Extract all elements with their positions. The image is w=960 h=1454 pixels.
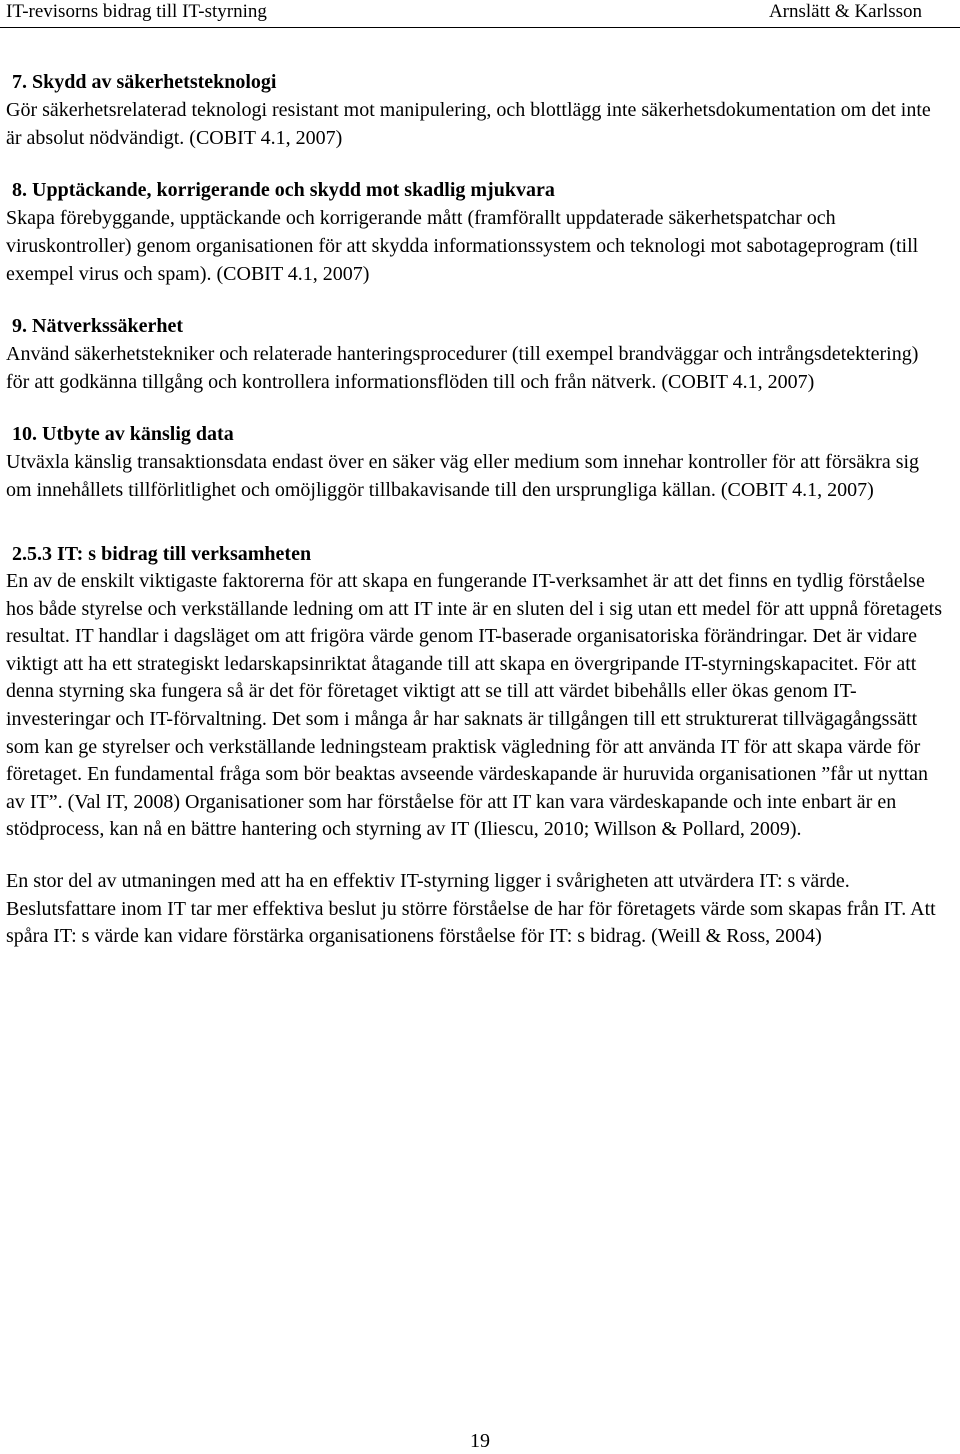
section-heading: 9. Nätverkssäkerhet bbox=[12, 315, 184, 337]
page-number: 19 bbox=[470, 1430, 490, 1452]
header-authors: Arnslätt & Karlsson bbox=[768, 1, 922, 22]
document-body bbox=[6, 68, 946, 951]
section-text: Använd säkerhetstekniker och relaterade hanteringsprocedurer (till exempel brandväggar och intrångsdetektering) för att godkänna tillgång och kontrollera informationsflöden till och från nätverk. (COBIT 4.1, 2007) bbox=[6, 343, 919, 393]
section-heading: 7. Skydd av säkerhetsteknologi bbox=[12, 71, 277, 93]
page-header bbox=[0, 0, 960, 28]
subsection-2-5-3 bbox=[6, 540, 946, 951]
subsection-heading: 2.5.3 IT: s bidrag till verksamheten bbox=[12, 543, 312, 565]
section-heading: 8. Upptäckande, korrigerande och skydd mot skadlig mjukvara bbox=[12, 179, 555, 201]
section-10 bbox=[6, 420, 946, 504]
header-title: IT-revisorns bidrag till IT-styrning bbox=[6, 1, 267, 22]
section-heading: 10. Utbyte av känslig data bbox=[12, 423, 234, 445]
section-7 bbox=[6, 68, 946, 152]
section-text: Skapa förebyggande, upptäckande och korrigerande mått (framförallt uppdaterade säkerhetspatchar och viruskontroller) genom organisationen för att skydda informationssystem och teknologi mot sabotageprogram (till exempel virus och spam). (COBIT 4.1, 2007) bbox=[6, 207, 919, 285]
paragraph: En stor del av utmaningen med att ha en effektiv IT-styrning ligger i svårigheten att utvärdera IT: s värde. Beslutsfattare inom IT tar mer effektiva beslut ju större förståelse de har för företagets värde som skapas från IT. Att spåra IT: s värde kan vidare förstärka organisationens förståelse för IT: s bidrag. (Weill & Ross, 2004) bbox=[6, 869, 936, 948]
section-9 bbox=[6, 312, 946, 396]
section-8 bbox=[6, 176, 946, 288]
paragraph: En av de enskilt viktigaste faktorerna för att skapa en fungerande IT-verksamhet är att det finns en tydlig förståelse hos både styrelse och verkställande ledning om att IT inte är en sluten del i sig utan ett medel för att uppnå företagets resultat. IT handlar i dagsläget om att frigöra värde genom IT-baserade organisatoriska förändringar. Det är vidare viktigt att ha ett strategiskt ledarskapsinriktat åtagande till att skapa en övergripande IT-styrningskapacitet. För att denna styrning ska fungera så är det för företaget viktigt att se till att värdet bibehålls eller ökas genom IT-investeringar och IT-förvaltning. Det som i många år har saknats är tillgången till ett strukturerat tillvägagångssätt som kan ge styrelser och verkställande ledningsteam praktisk vägledning för att använda IT för att skapa värde för företaget. En fundamental fråga som bör beaktas avseende värdeskapande är huruvida organisationen ”får ut nyttan av IT”. (Val IT, 2008) Organisationer som har förståelse för att IT kan vara värdeskapande och inte enbart är en stödprocess, kan nå en bättre hantering och styrning av IT (Iliescu, 2010; Willson & Pollard, 2009). bbox=[6, 570, 943, 841]
section-text: Gör säkerhetsrelaterad teknologi resistant mot manipulering, och blottlägg inte säkerhetsdokumentation om det inte är absolut nödvändigt. (COBIT 4.1, 2007) bbox=[6, 99, 931, 149]
section-text: Utväxla känslig transaktionsdata endast över en säker väg eller medium som innehar kontroller för att försäkra sig om innehållets tillförlitlighet och omöjliggör tillbakavisande till den ursprungliga källan. (COBIT 4.1, 2007) bbox=[6, 451, 920, 501]
